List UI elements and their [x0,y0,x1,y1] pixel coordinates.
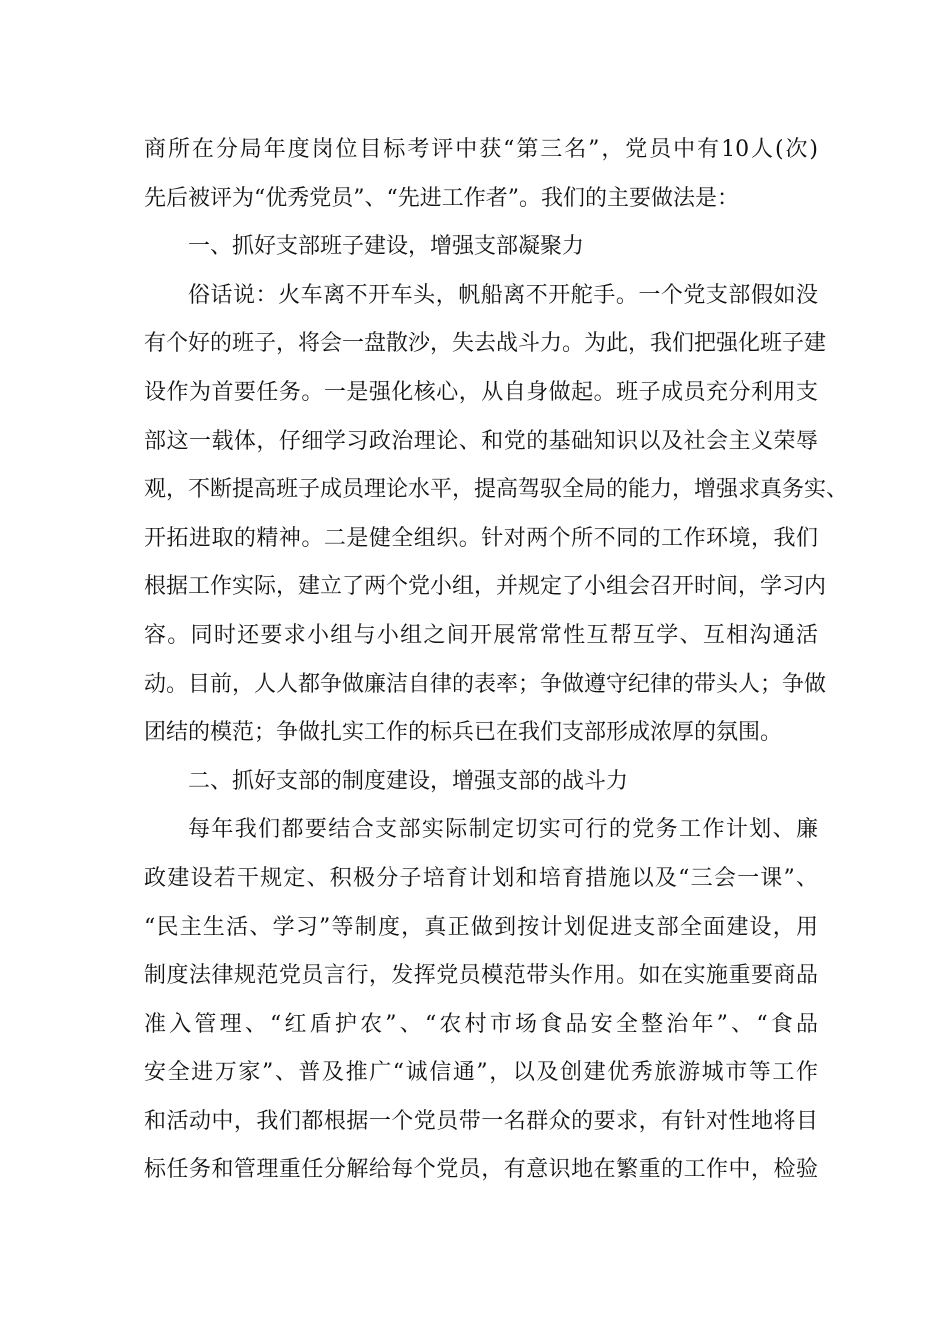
text-line-18: 制度法律规范党员言行，发挥党员模范带头作用。如在实施重要商品 [144,963,818,989]
text-line-20: 安全进万家”、普及推广“诚信通”，以及创建优秀旅游城市等工作 [144,1060,818,1086]
text-line-16: 政建设若干规定、积极分子培育计划和培育措施以及“三会一课”、 [144,865,818,891]
text-line-13: 团结的模范；争做扎实工作的标兵已在我们支部形成浓厚的氛围。 [144,720,783,746]
text-line-15: 每年我们都要结合支部实际制定切实可行的党务工作计划、廉 [188,817,818,843]
text-line-22: 标任务和管理重任分解给每个党员，有意识地在繁重的工作中，检验 [144,1157,818,1183]
section-heading-1: 一、抓好支部班子建设，增强支部凝聚力 [188,234,585,260]
text-line-12: 动。目前，人人都争做廉洁自律的表率；争做遵守纪律的带头人；争做 [144,671,827,697]
text-line-2: 先后被评为“优秀党员”、“先进工作者”。我们的主要做法是： [144,185,739,211]
text-line-11: 容。同时还要求小组与小组之间开展常常性互帮互学、互相沟通活 [144,622,818,648]
text-line-7: 部这一载体，仔细学习政治理论、和党的基础知识以及社会主义荣辱 [144,428,818,454]
text-line-10: 根据工作实际，建立了两个党小组，并规定了小组会召开时间，学习内 [144,574,827,600]
text-line-5: 有个好的班子，将会一盘散沙，失去战斗力。为此，我们把强化班子建 [144,331,827,357]
text-line-1: 商所在分局年度岗位目标考评中获“第三名”，党员中有10人(次) [144,137,818,162]
text-line-21: 和活动中，我们都根据一个党员带一名群众的要求，有针对性地将目 [144,1108,818,1134]
document-body [144,126,849,1195]
text-line-9: 开拓进取的精神。二是健全组织。针对两个所不同的工作环境，我们 [144,525,818,551]
section-heading-2: 二、抓好支部的制度建设，增强支部的战斗力 [188,768,629,794]
text-line-17: “民主生活、学习”等制度，真正做到按计划促进支部全面建设，用 [144,914,818,940]
text-line-19: 准入管理、“红盾护农”、“农村市场食品安全整治年”、“食品 [144,1011,818,1037]
text-line-4: 俗话说：火车离不开车头，帆船离不开舵手。一个党支部假如没 [188,282,818,308]
text-line-8: 观，不断提高班子成员理论水平，提高驾驭全局的能力，增强求真务实、 [144,477,849,503]
text-line-6: 设作为首要任务。一是强化核心，从自身做起。班子成员充分利用支 [144,379,818,405]
